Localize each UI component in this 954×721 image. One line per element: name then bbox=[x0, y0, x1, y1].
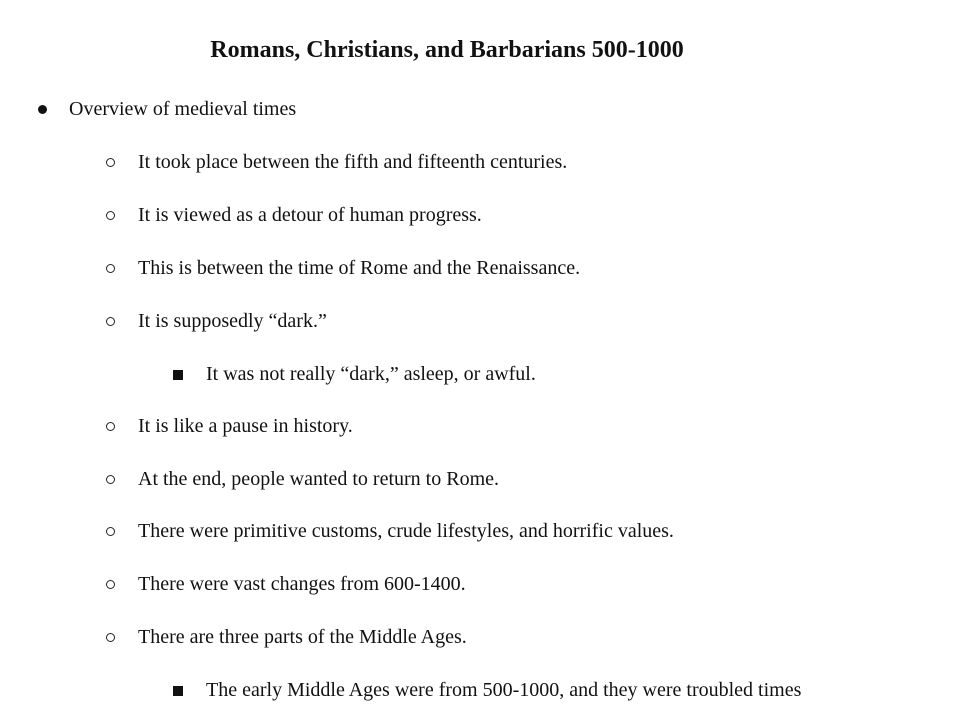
outline-item-text: It was not really “dark,” asleep, or awful. bbox=[206, 363, 536, 385]
outline-item-text: It took place between the fifth and fifteenth centuries. bbox=[138, 151, 568, 173]
outline-item-text: Overview of medieval times bbox=[69, 98, 297, 120]
hollow-circle-bullet-icon bbox=[106, 633, 115, 642]
hollow-circle-bullet-icon bbox=[106, 422, 115, 431]
hollow-circle-bullet-icon bbox=[106, 580, 115, 589]
hollow-circle-bullet-icon bbox=[106, 317, 115, 326]
hollow-circle-bullet-icon bbox=[106, 475, 115, 484]
outline-item-text: It is like a pause in history. bbox=[138, 415, 353, 437]
outline-item-text: The early Middle Ages were from 500-1000, and they were troubled times bbox=[206, 679, 802, 701]
outline-item-text: There were primitive customs, crude lifestyles, and horrific values. bbox=[138, 520, 674, 542]
outline-item-text: At the end, people wanted to return to Rome. bbox=[138, 468, 500, 490]
outline-item-text: It is supposedly “dark.” bbox=[138, 310, 327, 332]
filled-square-bullet-icon bbox=[173, 686, 183, 696]
hollow-circle-bullet-icon bbox=[106, 264, 115, 273]
document-title: Romans, Christians, and Barbarians 500-1000 bbox=[210, 37, 684, 63]
outline-item-text: There were vast changes from 600-1400. bbox=[138, 573, 466, 595]
hollow-circle-bullet-icon bbox=[106, 158, 115, 167]
hollow-circle-bullet-icon bbox=[106, 527, 115, 536]
hollow-circle-bullet-icon bbox=[106, 211, 115, 220]
filled-circle-bullet-icon bbox=[38, 105, 47, 114]
outline-item-text: This is between the time of Rome and the Renaissance. bbox=[138, 257, 581, 279]
outline-item-text: It is viewed as a detour of human progress. bbox=[138, 204, 482, 226]
outline-item-text: There are three parts of the Middle Ages. bbox=[138, 626, 467, 648]
filled-square-bullet-icon bbox=[173, 370, 183, 380]
